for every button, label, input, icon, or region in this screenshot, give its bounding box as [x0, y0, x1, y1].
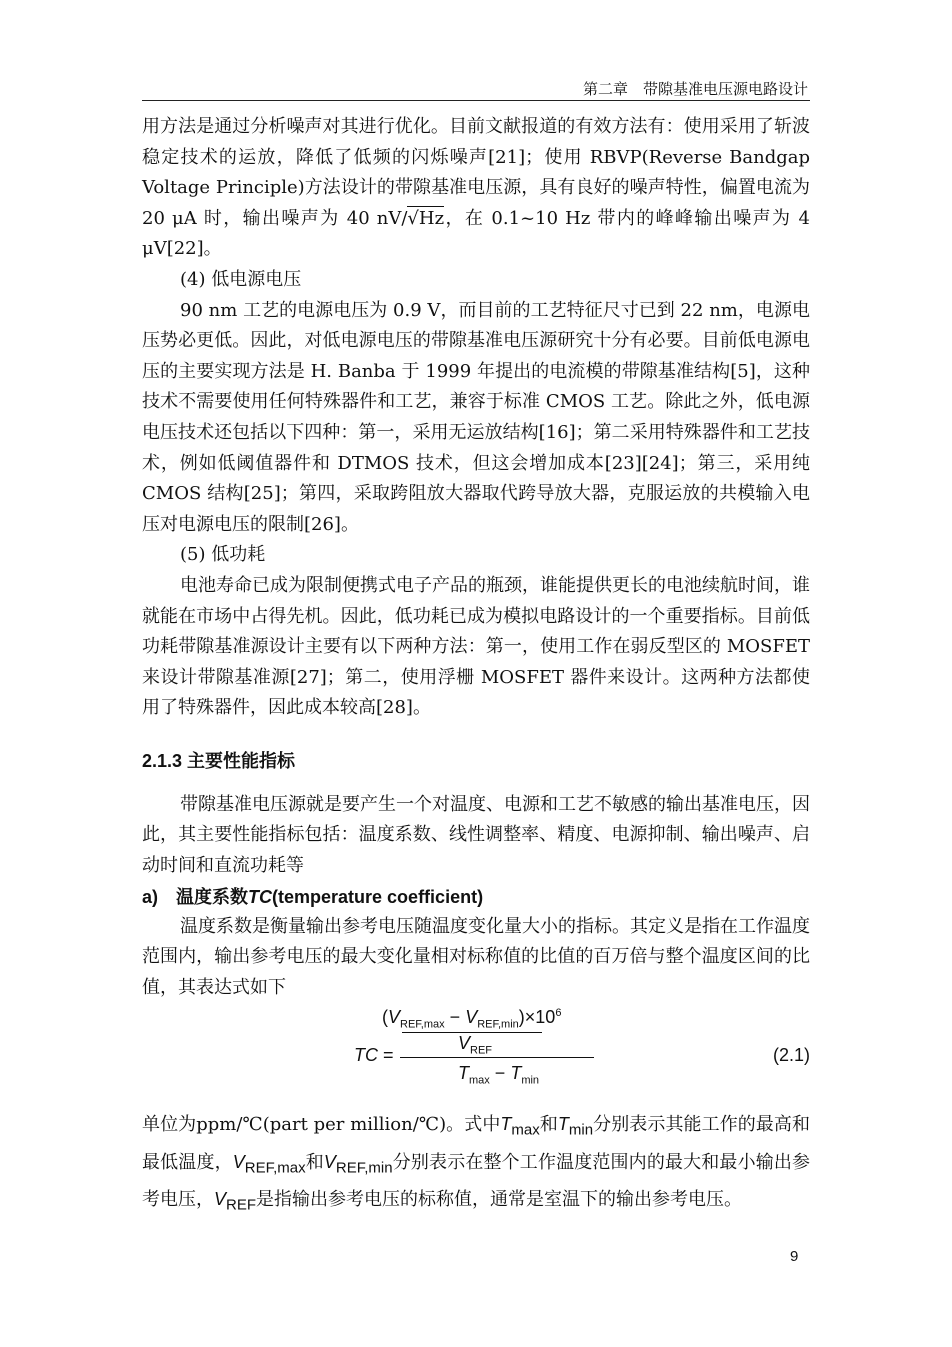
- equation-lhs: TC =: [354, 1045, 394, 1066]
- section-heading: 2.1.3 主要性能指标: [142, 750, 296, 771]
- paragraph-low-voltage: 90 nm 工艺的电源电压为 0.9 V，而目前的工艺特征尺寸已到 22 nm，电源电压势必更低。因此，对低电源电压的带隙基准电压源研究十分有必要。目前低电源电压的主要实现方法是 H. Banba 于 1999 年提出的电流模的带隙基准结构[5]，这种技术不需要使用任何特殊器件和工艺，兼容于标准 CMOS 工艺。除此之外，低电源电压技术还包括以下四种：第一，采用无运放结构[16]；第二采用特殊器件和工艺技术，例如低阈值器件和 DTMOS 技术，但这会增加成本[23][24]；第三，采用纯 CMOS 结构[25]；第四，采取跨阻放大器取代跨导放大器，克服运放的共模输入电压对电源电压的限制[26]。: [142, 299, 810, 535]
- running-header: [142, 76, 810, 101]
- page-body: [142, 112, 810, 1221]
- paragraph-noise: 用方法是通过分析噪声对其进行优化。目前文献报道的有效方法有：使用采用了斩波稳定技术的运放，降低了低频的闪烁噪声[21]；使用 RBVP(Reverse Bandgap Voltage Principle)方法设计的带隙基准电压源，具有良好的噪声特性，偏置电流为 20 μA 时，输出噪声为 40 nV/√Hz，在 0.1~10 Hz 带内的峰峰输出噪声为 4 μV[22]。: [142, 116, 810, 260]
- equation-denominator: $T_{max} - T_{min}$: [458, 1063, 540, 1088]
- equation-2-1: [142, 1007, 810, 1105]
- page-number: 9: [790, 1248, 799, 1265]
- equation-number: (2.1): [772, 1045, 810, 1066]
- equation-fraction-bar: [400, 1057, 594, 1058]
- paragraph-tc-definition: 温度系数是衡量输出参考电压随温度变化量大小的指标。其定义是指在工作温度范围内，输出参考电压的最大变化量相对标称值的比值的百万倍与整个温度区间的比值，其表达式如下: [142, 915, 810, 998]
- equation-numerator: $(V_{REF,max} - V_{REF,min})\times 10^6$: [382, 1007, 562, 1032]
- item-5-title: (5) 低功耗: [180, 544, 266, 566]
- subsection-heading-tc: a) 温度系数TC(temperature coefficient): [142, 886, 484, 907]
- paragraph-tc-units: 单位为ppm/℃(part per million/℃)。式中$T_{max}$和$T_{min}$分别表示其能工作的最高和最低温度，$V_{REF,max}$和$V_{REF,min}$分别表示在整个工作温度范围内的最大和最小输出参考电压，$V_{REF}$是指输出参考电压的标称值，通常是室温下的输出参考电压。: [142, 1114, 811, 1214]
- paragraph-metrics: 带隙基准电压源就是要产生一个对温度、电源和工艺不敏感的输出基准电压，因此，其主要性能指标包括：温度系数、线性调整率、精度、电源抑制、输出噪声、启动时间和直流功耗等: [142, 793, 810, 877]
- running-title: 第二章 带隙基准电压源电路设计: [582, 80, 808, 98]
- equation-inner-denominator: $V_{REF}$: [458, 1033, 493, 1058]
- paragraph-low-power: 电池寿命已成为限制便携式电子产品的瓶颈，谁能提供更长的电池续航时间，谁就能在市场中占得先机。因此，低功耗已成为模拟电路设计的一个重要指标。目前低功耗带隙基准源设计主要有以下两种方法：第一，使用工作在弱反型区的 MOSFET 来设计带隙基准源[27]；第二，使用浮栅 MOSFET 器件来设计。这两种方法都使用了特殊器件，因此成本较高[28]。: [142, 574, 810, 719]
- item-4-title: (4) 低电源电压: [180, 268, 302, 290]
- sqrt-hz: √Hz: [407, 207, 445, 229]
